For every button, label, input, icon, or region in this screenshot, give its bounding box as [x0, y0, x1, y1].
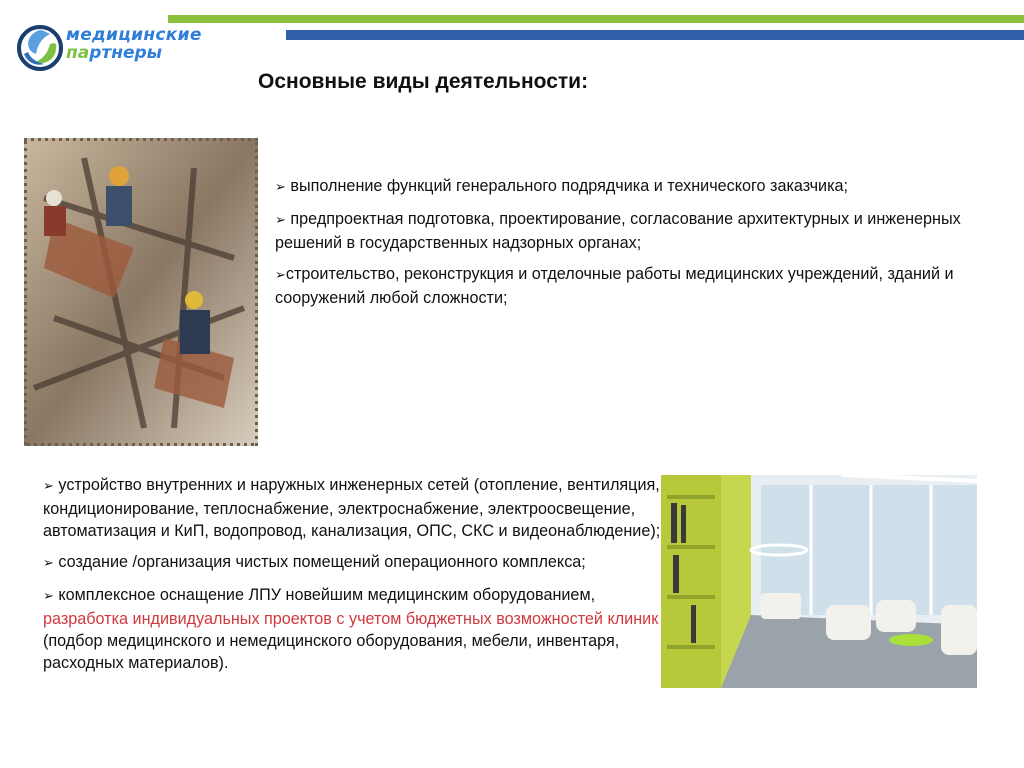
- arrow-bullet-icon: ➢: [275, 180, 286, 195]
- list-item: ➢ предпроектная подготовка, проектирование, согласование архитектурных и инженерных решений в государственных надзорных органах;: [275, 210, 961, 252]
- list-item: ➢строительство, реконструкция и отделочные работы медицинских учреждений, зданий и сооружений любой сложности;: [275, 265, 954, 307]
- logo-text-rest: ртнеры: [89, 43, 163, 63]
- list-item: ➢ комплексное оснащение ЛПУ новейшим медицинским оборудованием, разработка индивидуальных проектов с учетом бюджетных возможностей клиник (подбор медицинского и немедицинского оборудования, мебели, инвентаря, расходных материалов).: [43, 586, 659, 672]
- arrow-bullet-icon: ➢: [43, 589, 54, 604]
- construction-photo: [24, 138, 258, 446]
- page-title: Основные виды деятельности:: [258, 70, 589, 93]
- list-item: ➢ устройство внутренних и наружных инженерных сетей (отопление, вентиляция, кондиционирование, теплоснабжение, электроснабжение, электроосвещение, автоматизация и КиП, водопровод, канализация, ОПС, СКС и видеонаблюдение);: [43, 476, 661, 540]
- list-item: ➢ выполнение функций генерального подрядчика и технического заказчика;: [275, 177, 849, 195]
- top-bullet-list: [275, 175, 975, 318]
- highlight-text: разработка индивидуальных проектов с учетом бюджетных возможностей клиник: [43, 610, 659, 628]
- list-item: ➢ создание /организация чистых помещений операционного комплекса;: [43, 553, 586, 571]
- arrow-bullet-icon: ➢: [275, 268, 286, 283]
- arrow-bullet-icon: ➢: [275, 213, 286, 228]
- office-photo: [661, 475, 977, 688]
- arrow-bullet-icon: ➢: [43, 556, 54, 571]
- bottom-bullet-list: [43, 474, 663, 683]
- leaf-circle-icon: [16, 24, 64, 72]
- header-stripe-blue: [286, 30, 1024, 40]
- logo-text-line2: [66, 43, 162, 63]
- company-logo: [16, 24, 206, 72]
- logo-text-line1: медицинские: [66, 25, 202, 45]
- header-stripe-green: [168, 15, 1024, 23]
- logo-text-accent: па: [66, 43, 90, 63]
- arrow-bullet-icon: ➢: [43, 479, 54, 494]
